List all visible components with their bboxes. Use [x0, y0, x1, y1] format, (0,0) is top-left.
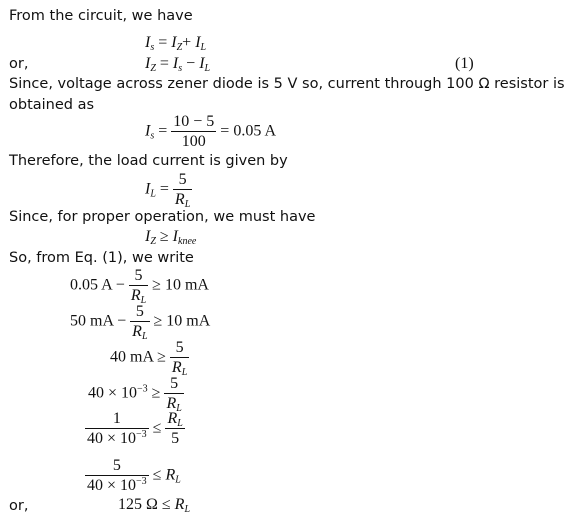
inequality-step-5: $\frac{1}{40 \times 10^{-3}}$ ≤ $\frac{R_L}{5}$: [87, 410, 183, 447]
so-from-text: So, from Eq. (1), we write: [9, 250, 194, 266]
inequality-step-3: 40 mA ≥ $\frac{5}{R_L}$: [110, 339, 188, 378]
since-voltage-text: Since, voltage across zener diode is 5 V so, current through 100 Ω resistor is: [9, 76, 565, 92]
or-label-2: or,: [9, 498, 29, 514]
equation-zener-current: $I_Z = I_s - I_L$: [145, 55, 211, 74]
inequality-step-6: $\frac{5}{40 \times 10^{-3}}$ ≤ $R_L$: [87, 457, 181, 494]
equation-load-current: $I_L$ = $\frac{5}{R_L}$: [145, 171, 191, 210]
inequality-step-4: $40 \times 10^{-3}$ ≥ $\frac{5}{R_L}$: [88, 375, 182, 414]
inequality-step-1: 0.05 A − $\frac{5}{R_L}$ ≥ 10 mA: [70, 267, 209, 306]
therefore-text: Therefore, the load current is given by: [9, 153, 288, 169]
intro-text: From the circuit, we have: [9, 8, 193, 24]
fraction-load-current: $\frac{5}{R_L}$: [174, 171, 191, 210]
inequality-step-2: 50 mA − $\frac{5}{R_L}$ ≥ 10 mA: [70, 303, 211, 342]
equation-knee-condition: $I_Z \ge I_{knee}$: [145, 228, 197, 247]
or-label-1: or,: [9, 56, 29, 72]
since-proper-text: Since, for proper operation, we must have: [9, 209, 316, 225]
inequality-result: 125 $\Omega \le R_L$: [118, 496, 191, 515]
obtained-text: obtained as: [9, 97, 95, 113]
fraction-source-current: $\frac{10 - 5}{100}$: [173, 113, 215, 150]
equation-source-current: $I_s$ = $\frac{10 - 5}{100}$ = 0.05 A: [145, 113, 276, 150]
equation-current-sum: $I_s = I_Z+ I_L$: [145, 34, 207, 53]
equation-label: (1): [455, 55, 474, 72]
